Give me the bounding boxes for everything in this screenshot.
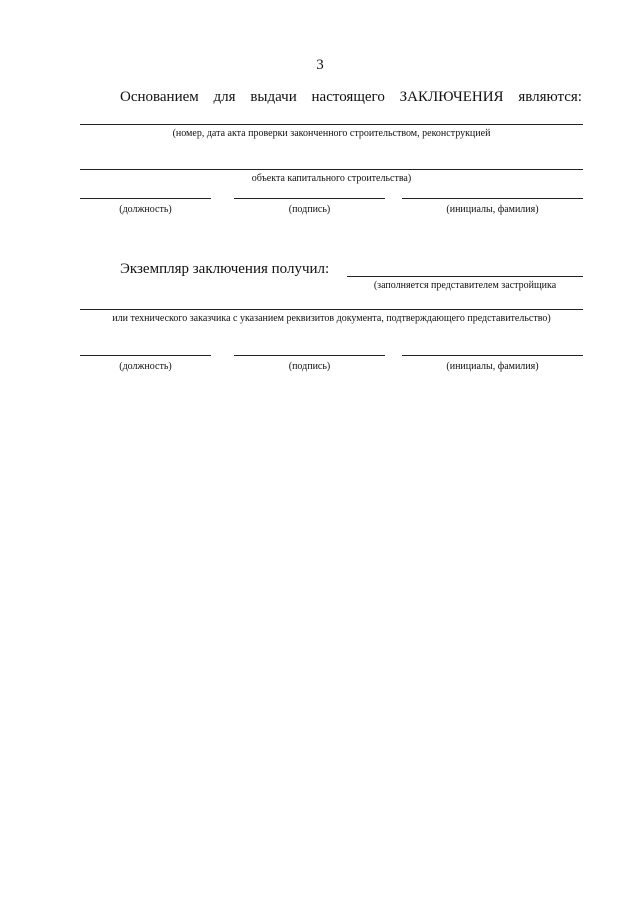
- position-caption-1: (должность): [119, 204, 172, 215]
- basis-word: Основанием: [120, 89, 199, 105]
- receiver-label: Экземпляр заключения получил:: [120, 261, 330, 277]
- basis-fill-line-2: [80, 169, 583, 170]
- basis-caption-1: (номер, дата акта проверки законченного строительством, реконструкцией: [172, 128, 491, 139]
- basis-word: являются:: [518, 89, 582, 105]
- signature-line-2: [234, 355, 385, 356]
- receiver-caption-2: или технического заказчика с указанием реквизитов документа, подтверждающего представительство): [112, 313, 551, 324]
- position-line-2: [80, 355, 211, 356]
- page-number: 3: [316, 57, 324, 73]
- receiver-fill-line-2: [80, 309, 583, 310]
- receiver-caption-1: (заполняется представителем застройщика: [373, 280, 557, 291]
- basis-word: настоящего: [311, 89, 385, 105]
- basis-statement: [120, 89, 582, 106]
- name-line-2: [402, 355, 583, 356]
- name-caption-1: (инициалы, фамилия): [446, 204, 539, 215]
- basis-word: ЗАКЛЮЧЕНИЯ: [399, 89, 504, 105]
- position-caption-2: (должность): [119, 361, 172, 372]
- name-line-1: [402, 198, 583, 199]
- basis-fill-line-1: [80, 124, 583, 125]
- signature-caption-2: (подпись): [288, 361, 331, 372]
- signature-caption-1: (подпись): [288, 204, 331, 215]
- position-line-1: [80, 198, 211, 199]
- basis-word: выдачи: [250, 89, 297, 105]
- basis-word: для: [213, 89, 236, 105]
- receiver-fill-line: [347, 276, 583, 277]
- name-caption-2: (инициалы, фамилия): [446, 361, 539, 372]
- basis-caption-2: объекта капитального строительства): [251, 173, 412, 184]
- signature-line-1: [234, 198, 385, 199]
